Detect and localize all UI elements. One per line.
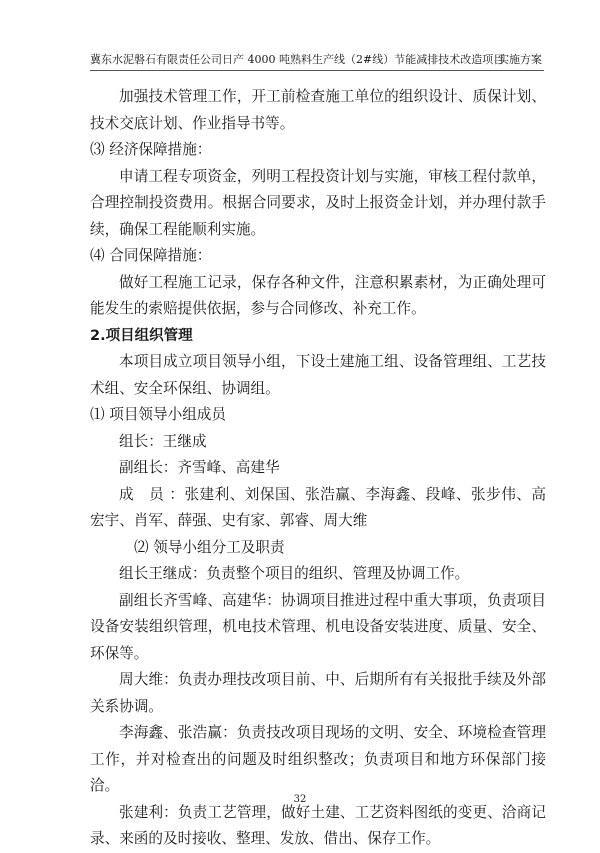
subheading: ⑵ 领导小组分工及职责 xyxy=(134,538,285,556)
paragraph: 加强技术管理工作，开工前检查施工单位的组织设计、质保计划、技术交底计划、作业指导书等。 xyxy=(90,88,546,132)
paragraph: 李海鑫、张浩赢：负责技改项目现场的文明、安全、环境检查管理工作，并对检查出的问题及时组织整改；负责项目和地方环保部门接洽。 xyxy=(90,724,546,794)
paragraph: 张建利：负责工艺管理，做好土建、工艺资料图纸的变更、洽商记录、来函的及时接收、整理、发放、借出、保存工作。 xyxy=(90,803,546,847)
subheading: ⑶ 经济保障措施： xyxy=(90,141,212,158)
paragraph: 组长王继成：负责整个项目的组织、管理及协调工作。 xyxy=(119,565,470,582)
subheading: ⑴ 项目领导小组成员 xyxy=(90,406,226,423)
header-section: 实施方案 xyxy=(498,53,542,66)
paragraph: 副组长：齐雪峰、高建华 xyxy=(119,459,280,476)
paragraph: 周大维：负责办理技改项目前、中、后期所有有关报批手续及外部关系协调。 xyxy=(90,671,546,715)
paragraph: 成 员 ：张建利、刘保国、张浩赢、李海鑫、段峰、张步伟、高宏宇、肖军、薛强、史有家、郭睿、周大维 xyxy=(90,485,546,529)
page-header xyxy=(90,52,544,71)
paragraph: 申请工程专项资金，列明工程投资计划与实施，审核工程付款单，合理控制投资费用。根据合同要求，及时上报资金计划，并办理付款手续，确保工程能顺利实施。 xyxy=(90,167,546,238)
paragraph: 组长：王继成 xyxy=(119,432,207,450)
paragraph: 做好工程施工记录，保存各种文件，注意积累素材，为正确处理可能发生的索赔提供依据，参与合同修改、补充工作。 xyxy=(90,273,546,317)
paragraph: 本项目成立项目领导小组，下设土建施工组、设备管理组、工艺技术组、安全环保组、协调组。 xyxy=(90,353,546,397)
page-number: 32 xyxy=(293,794,307,805)
header-title: 冀东水泥磐石有限责任公司日产 4000 吨熟料生产线（2#线）节能减排技术改造项目 xyxy=(90,53,505,66)
paragraph: 副组长齐雪峰、高建华：协调项目推进过程中重大事项，负责项目设备安装组织管理，机电技术管理、机电设备安装进度、质量、安全、环保等。 xyxy=(90,591,546,662)
subheading: ⑷ 合同保障措施： xyxy=(90,247,212,264)
section-heading: 2.项目组织管理 xyxy=(90,327,193,344)
document-body xyxy=(90,84,546,853)
